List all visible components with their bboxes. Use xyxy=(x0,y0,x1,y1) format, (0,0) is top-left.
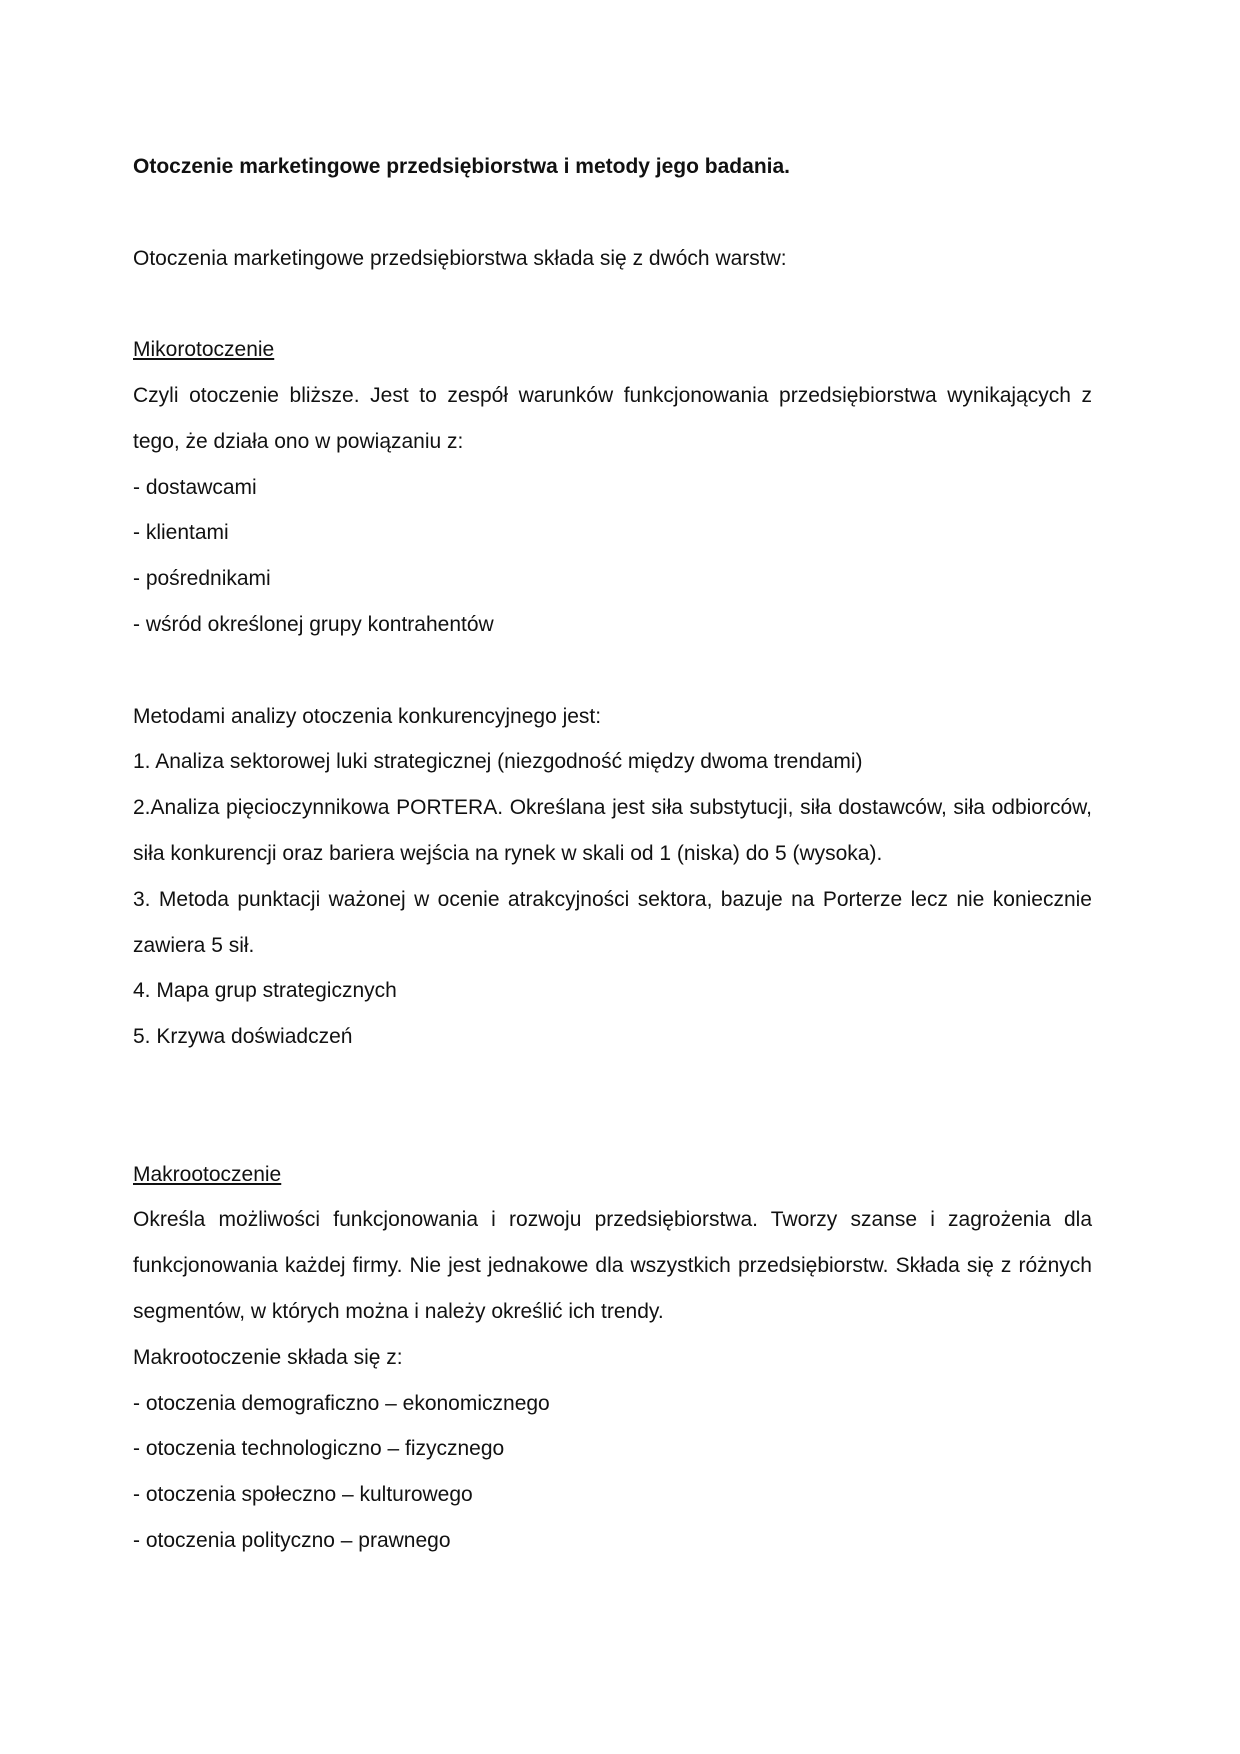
methods-list xyxy=(133,739,1092,1060)
spacer xyxy=(133,190,1092,236)
macro-heading: Makrootoczenie xyxy=(133,1162,282,1186)
spacer xyxy=(133,1060,1092,1152)
list-item: - dostawcami xyxy=(133,465,1092,511)
list-item: - otoczenia społeczno – kulturowego xyxy=(133,1472,1092,1518)
micro-description: Czyli otoczenie bliższe. Jest to zespół warunków funkcjonowania przedsiębiorstwa wynikających z tego, że działa ono w powiązaniu z: xyxy=(133,383,1092,453)
list-item: - otoczenia demograficzno – ekonomicznego xyxy=(133,1381,1092,1427)
methods-intro: Metodami analizy otoczenia konkurencyjnego jest: xyxy=(133,704,602,728)
document-body xyxy=(133,144,1092,1564)
document-title: Otoczenie marketingowe przedsiębiorstwa i metody jego badania. xyxy=(133,155,790,178)
list-item: 4. Mapa grup strategicznych xyxy=(133,979,397,1003)
list-item: - wśród określonej grupy kontrahentów xyxy=(133,602,1092,648)
list-item: - klientami xyxy=(133,510,1092,556)
intro-paragraph: Otoczenia marketingowe przedsiębiorstwa składa się z dwóch warstw: xyxy=(133,246,787,270)
list-item: 5. Krzywa doświadczeń xyxy=(133,1025,353,1049)
list-item: 1. Analiza sektorowej luki strategicznej (niezgodność między dwoma trendami) xyxy=(133,750,863,774)
list-item: - pośrednikami xyxy=(133,556,1092,602)
list-item: - otoczenia technologiczno – fizycznego xyxy=(133,1426,1092,1472)
list-item: - otoczenia polityczno – prawnego xyxy=(133,1518,1092,1564)
macro-list-intro: Makrootoczenie składa się z: xyxy=(133,1345,403,1369)
spacer xyxy=(133,281,1092,327)
spacer xyxy=(133,648,1092,694)
macro-list xyxy=(133,1381,1092,1564)
list-item: 3. Metoda punktacji ważonej w ocenie atrakcyjności sektora, bazuje na Porterze lecz nie koniecznie zawiera 5 sił. xyxy=(133,887,1092,957)
list-item: 2.Analiza pięcioczynnikowa PORTERA. Określana jest siła substytucji, siła dostawców, siła odbiorców, siła konkurencji oraz bariera wejścia na rynek w skali od 1 (niska) do 5 (wysoka). xyxy=(133,796,1092,865)
micro-list xyxy=(133,465,1092,648)
micro-heading: Mikorotoczenie xyxy=(133,338,275,362)
macro-description: Określa możliwości funkcjonowania i rozwoju przedsiębiorstwa. Tworzy szanse i zagrożenia dla funkcjonowania każdej firmy. Nie jest jednakowe dla wszystkich przedsiębiorstw. Składa się z różnych segmentów, w których można i należy określić ich trendy. xyxy=(133,1208,1092,1323)
